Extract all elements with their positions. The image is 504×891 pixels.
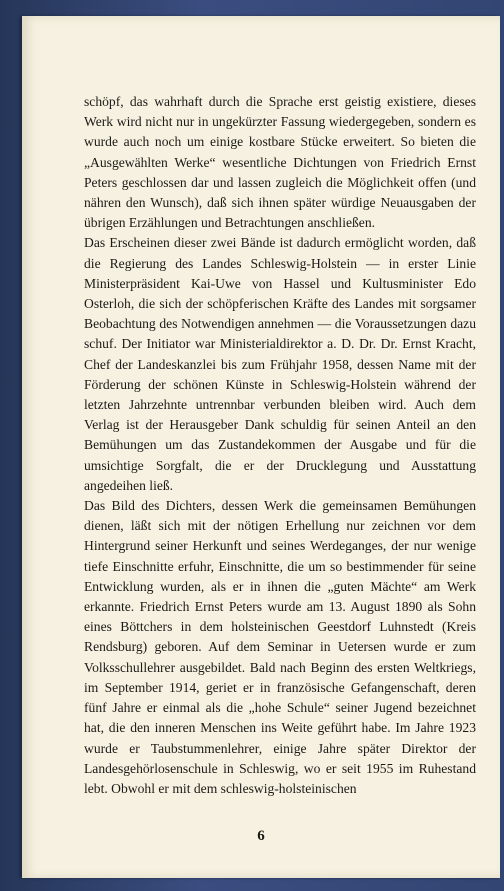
body-text: [84, 92, 476, 799]
paragraph: schöpf, das wahrhaft durch die Sprache erst geistig existiere, dieses Werk wird nicht nur in ungekürzter Fassung wiedergegeben, sondern es wurde auch noch um einige kostbare Stücke erweitert. So bieten die „Ausgewählten Werke“ wesentliche Dichtungen von Friedrich Ernst Peters geschlossen dar und lassen zugleich die Möglichkeit offen (und nähren den Wunsch), daß sich ihnen später würdige Neuausgaben der übrigen Erzählungen und Betrachtungen anschließen.: [84, 94, 476, 231]
paragraph: Das Bild des Dichters, dessen Werk die gemeinsamen Bemühungen dienen, läßt sich mit der nötigen Erhellung nur zeichnen vor dem Hintergrund seiner Herkunft und seines Werdeganges, der nur wenige tiefe Einschnitte erfuhr, Einschnitte, die um so bestimmender für seine Entwicklung wurden, als er in ihnen die „guten Mächte“ am Werk erkannte. Friedrich Ernst Peters wurde am 13. August 1890 als Sohn eines Böttchers in dem holsteinischen Geestdorf Luhnstedt (Kreis Rendsburg) geboren. Auf dem Seminar in Uetersen wurde er zum Volksschullehrer ausgebildet. Bald nach Beginn des ersten Weltkriegs, im September 1914, geriet er in französische Gefangenschaft, deren fünf Jahre er einmal als die „hohe Schule“ seiner Jugend bezeichnet hat, die den inneren Menschen ins Weite geführt habe. Im Jahre 1923 wurde er Taubstummenlehrer, einige Jahre später Direktor der Landesgehörlosenschule in Schleswig, wo er seit 1955 im Ruhestand lebt. Obwohl er mit dem schleswig-holsteinischen: [84, 498, 476, 796]
page-number: 6: [257, 828, 265, 844]
paragraph: Das Erscheinen dieser zwei Bände ist dadurch ermöglicht worden, daß die Regierung des Landes Schleswig-Holstein — in erster Linie Ministerpräsident Kai-Uwe von Hassel und Kultusminister Edo Osterloh, die sich der schöpferischen Kräfte des Landes mit sorgsamer Beobachtung des Notwendigen annehmen — die Voraussetzungen dazu schuf. Der Initiator war Ministerialdirektor a. D. Dr. Dr. Ernst Kracht, Chef der Landeskanzlei bis zum Frühjahr 1958, dessen Name mit der Förderung der schönen Künste in Schleswig-Holstein während der letzten Jahrzehnte untrennbar verbunden bleiben wird. Auch dem Verlag ist der Herausgeber Dank schuldig für seinen Anteil an den Bemühungen um das Zustandekommen der Ausgabe und für die umsichtige Sorgfalt, die er der Drucklegung und Ausstattung angedeihen ließ.: [84, 235, 476, 493]
book-page: [22, 16, 500, 878]
